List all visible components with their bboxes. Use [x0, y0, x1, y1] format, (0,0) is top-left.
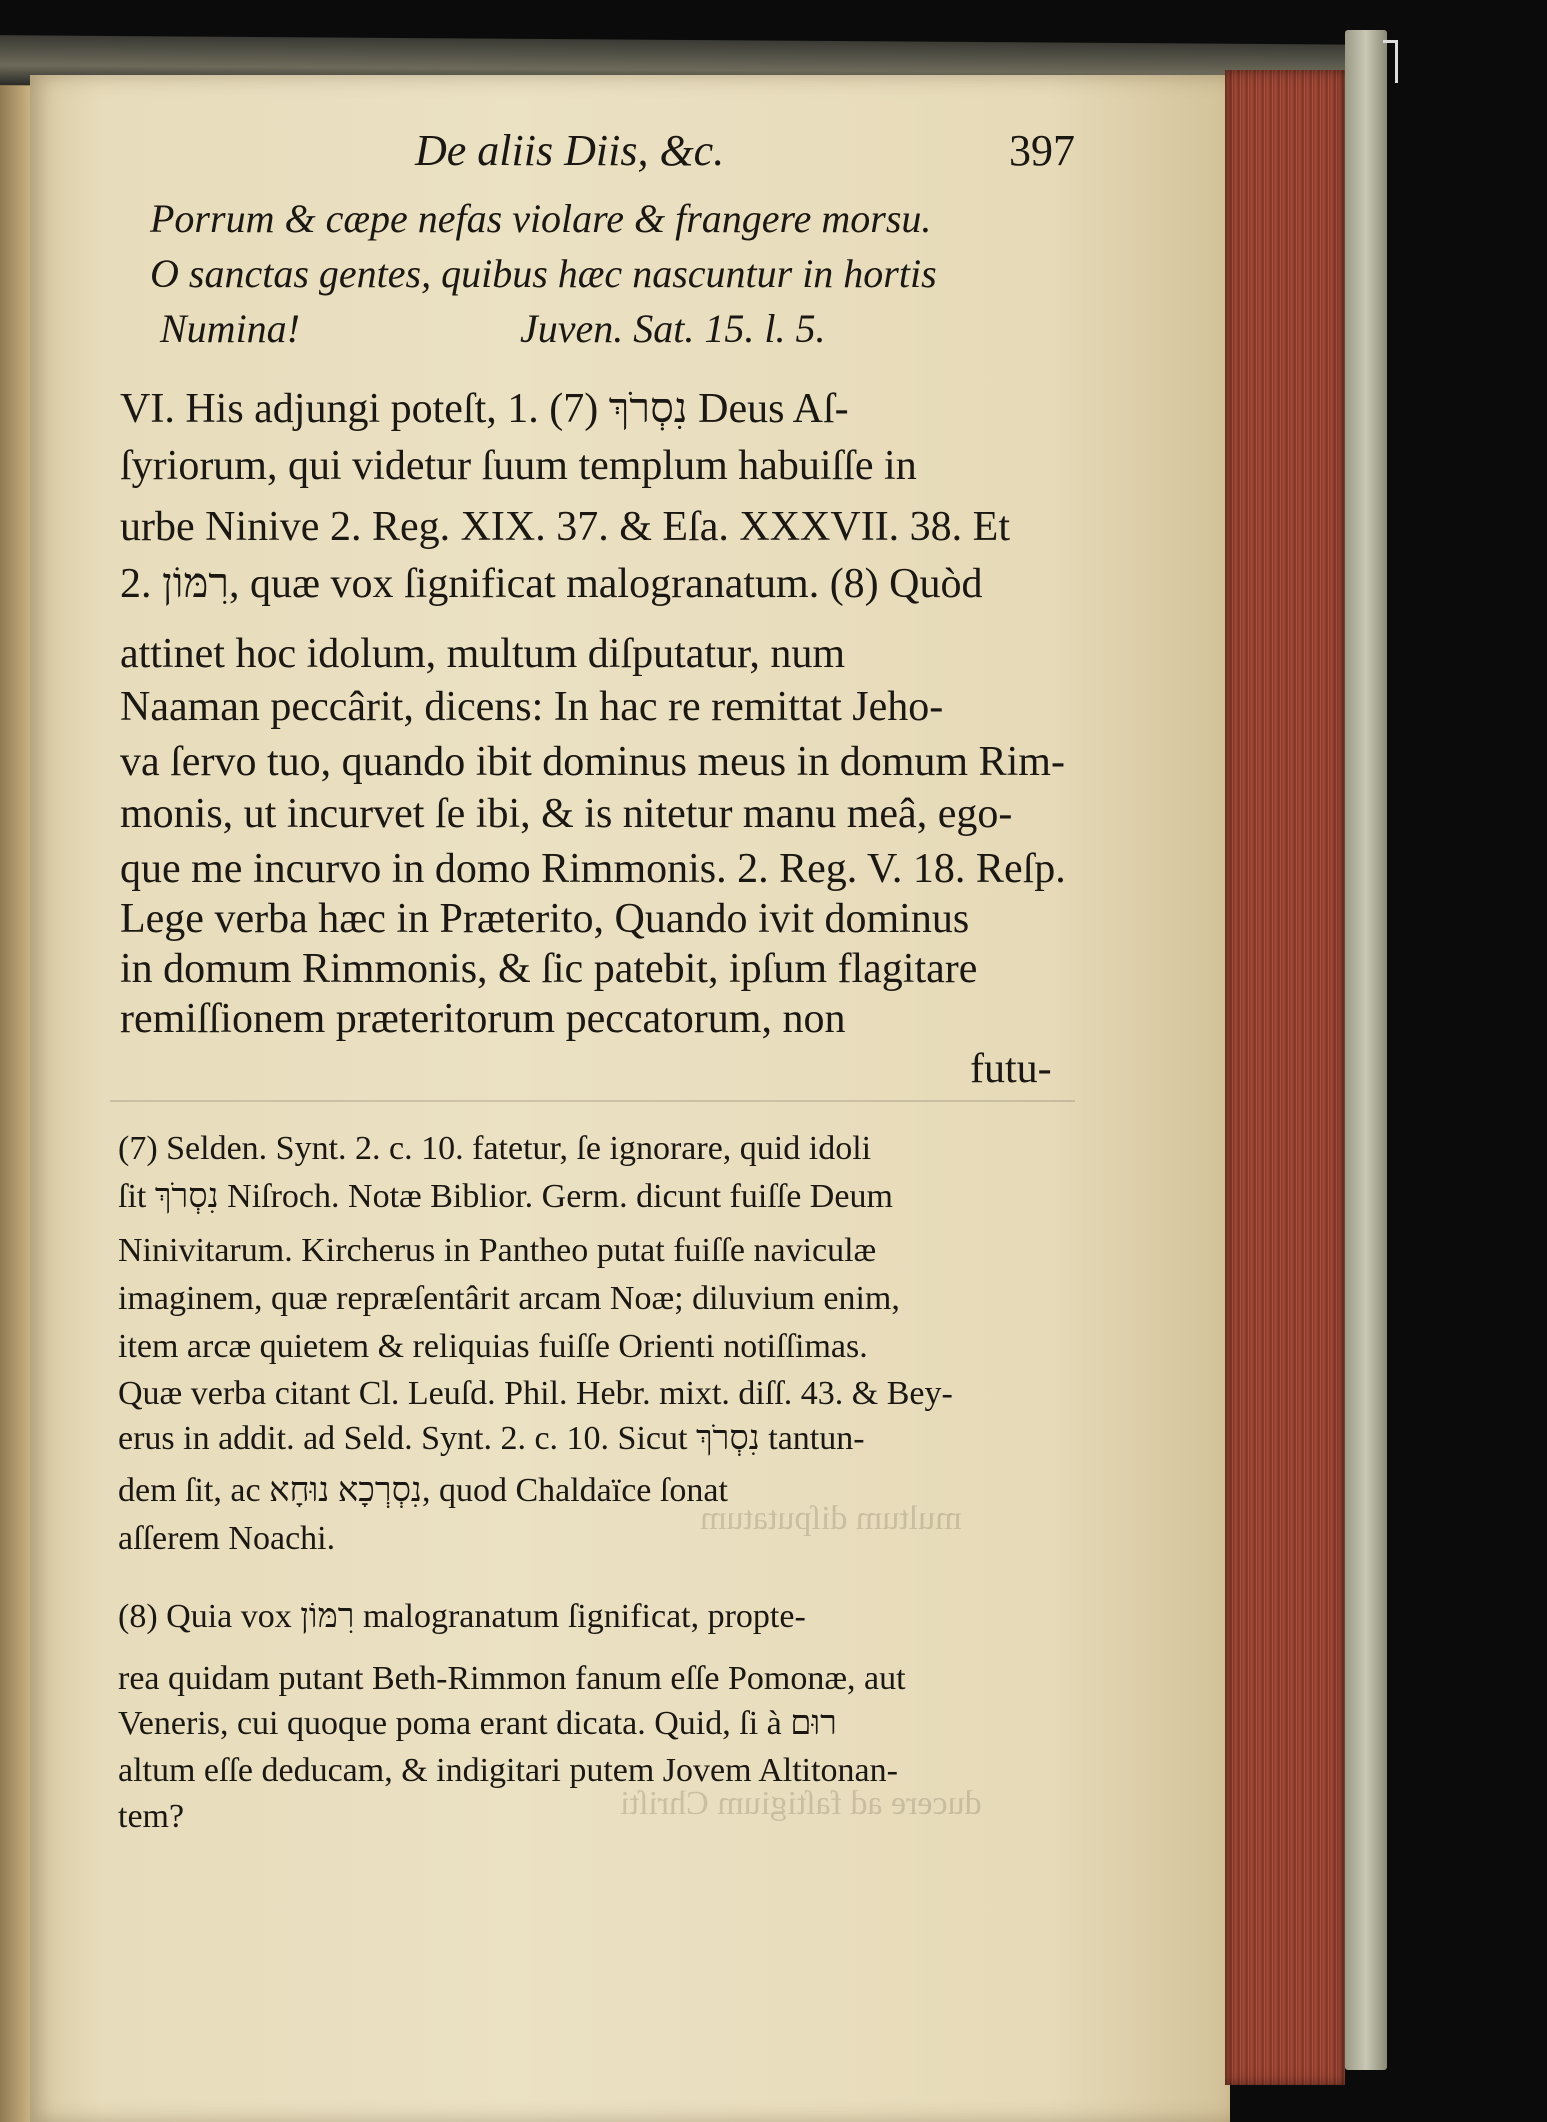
running-head: De aliis Diis, &c.	[415, 126, 725, 175]
verse-citation: Juven. Sat. 15. l. 5.	[520, 306, 826, 351]
body-line: ſyriorum, qui videtur ſuum templum habuiſſe in	[120, 443, 917, 489]
show-through-text: ducere ad faſtigium Chriſti	[620, 1785, 982, 1822]
page-number: 397	[1009, 126, 1075, 175]
footnote-line: item arcæ quietem & reliquias fuiſſe Orienti notiſſimas.	[118, 1328, 868, 1365]
footnote-line: rea quidam putant Beth-Rimmon fanum eſſe Pomonæ, aut	[118, 1660, 906, 1697]
footnote-line: altum eſſe deducam, & indigitari putem Jovem Altitonan-	[118, 1752, 898, 1789]
footnote-divider	[110, 1100, 1075, 1102]
footnote-line: tem?	[118, 1798, 185, 1835]
body-line: monis, ut incurvet ſe ibi, & is nitetur manu meâ, ego-	[120, 791, 1013, 837]
body-line: va ſervo tuo, quando ibit dominus meus in domum Rim-	[120, 739, 1065, 785]
footnote-line: dem ſit, ac נִסְרְכָא נוּחָא, quod Chaldaïce ſonat	[118, 1472, 728, 1509]
cover-board	[1345, 30, 1387, 2070]
verse-line: O sanctas gentes, quibus hæc nascuntur in hortis	[150, 251, 937, 296]
verse-line: Numina!	[160, 306, 300, 351]
body-line: attinet hoc idolum, multum diſputatur, num	[120, 631, 846, 677]
verse-line: Porrum & cæpe nefas violare & frangere morsu.	[150, 196, 932, 241]
footnote-line: aſſerem Noachi.	[118, 1520, 336, 1557]
body-line: Lege verba hæc in Præterito, Quando ivit dominus	[120, 896, 970, 942]
footnote-line: (8) Quia vox רִמּוֹן malogranatum ſignificat, propte-	[118, 1598, 806, 1635]
show-through-text: multum diſputatum	[700, 1500, 962, 1537]
clasp-strap	[1383, 40, 1398, 83]
body-line: 2. רִמּוֹן, quæ vox ſignificat malogranatum. (8) Quòd	[120, 561, 983, 607]
footnote-line: (7) Selden. Synt. 2. c. 10. fatetur, ſe ignorare, quid idoli	[118, 1130, 872, 1167]
body-line: Naaman peccârit, dicens: In hac re remittat Jeho-	[120, 684, 944, 730]
page-header	[155, 125, 1075, 195]
footnote-line: ſit נִסְרֹךְ Niſroch. Notæ Biblior. Germ. dicunt fuiſſe Deum	[118, 1178, 893, 1215]
body-line: que me incurvo in domo Rimmonis. 2. Reg. V. 18. Reſp.	[120, 846, 1066, 892]
body-line: VI. His adjungi poteſt, 1. נִסְרֹךְ (7) Deus Aſ-	[120, 386, 849, 432]
body-line: urbe Ninive 2. Reg. XIX. 37. & Eſa. XXXVII. 38. Et	[120, 504, 1010, 550]
fore-edge	[1225, 70, 1345, 2085]
footnote-line: erus in addit. ad Seld. Synt. 2. c. 10. Sicut נִסְרֹךְ tantun-	[118, 1420, 865, 1457]
body-line: in domum Rimmonis, & ſic patebit, ipſum flagitare	[120, 946, 978, 992]
footnote-line: Veneris, cui quoque poma erant dicata. Quid, ſi à רוּם	[118, 1705, 837, 1742]
body-line: remiſſionem præteritorum peccatorum, non	[120, 996, 846, 1042]
footnote-line: Ninivitarum. Kircherus in Pantheo putat fuiſſe naviculæ	[118, 1232, 877, 1269]
catchword: futu-	[970, 1046, 1052, 1092]
footnote-line: imaginem, quæ repræſentârit arcam Noæ; diluvium enim,	[118, 1280, 900, 1317]
footnote-line: Quæ verba citant Cl. Leuſd. Phil. Hebr. mixt. diſſ. 43. & Bey-	[118, 1375, 953, 1412]
